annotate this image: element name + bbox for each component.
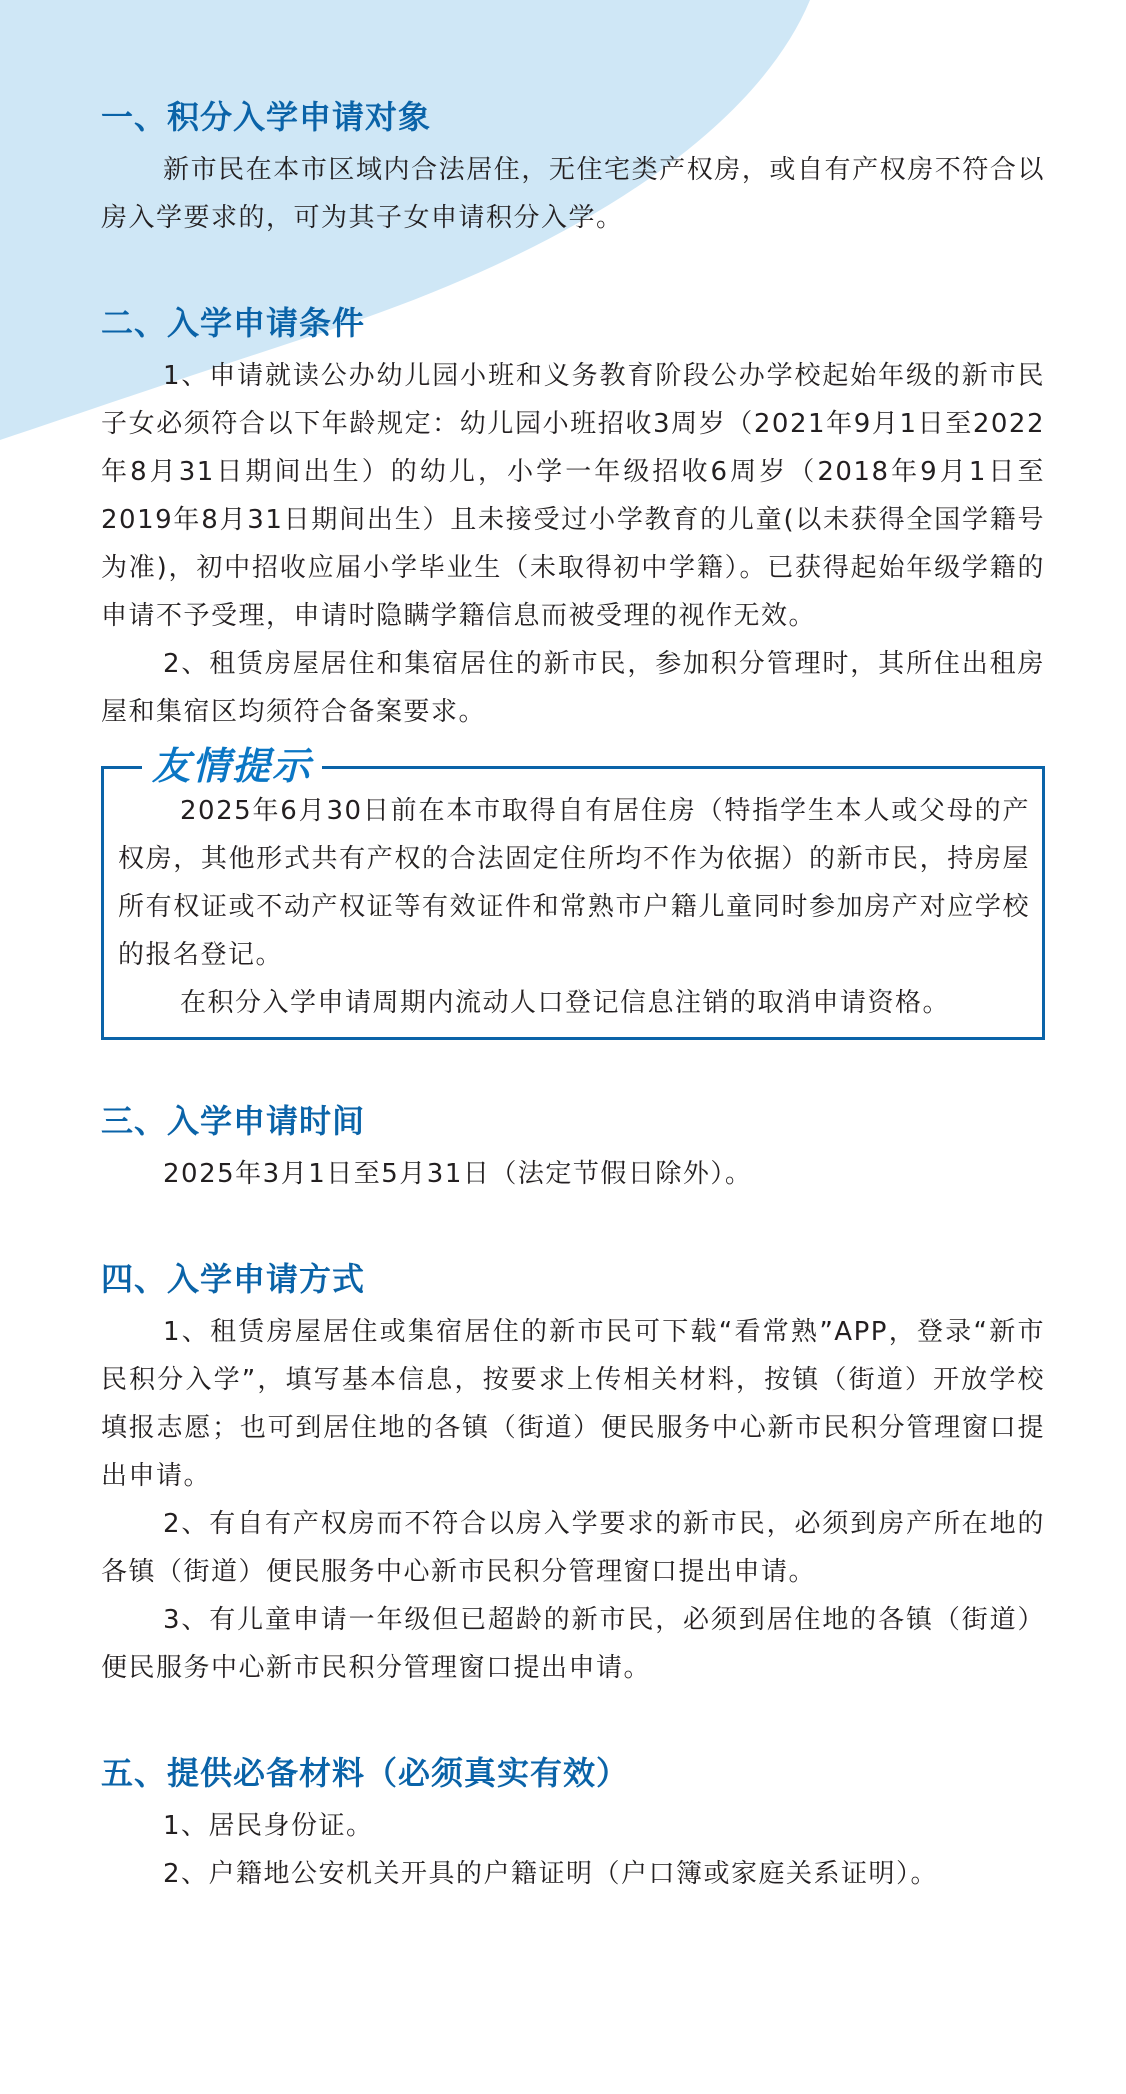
section-application-time (101, 1096, 1045, 1198)
paragraph: 新市民在本市区域内合法居住，无住宅类产权房，或自有产权房不符合以房入学要求的，可为其子女申请积分入学。 (101, 155, 1045, 233)
section-application-method (101, 1254, 1045, 1692)
section-application-target (101, 92, 1045, 242)
reminder-paragraph: 2025年6月30日前在本市取得自有居住房（特指学生本人或父母的产权房，其他形式共有产权的合法固定住所均不作为依据）的新市民，持房屋所有权证或不动产权证等有效证件和常熟市户籍儿童同时参加房产对应学校的报名登记。 (118, 796, 1030, 970)
paragraph: 2025年3月1日至5月31日（法定节假日除外）。 (163, 1159, 753, 1189)
paragraph: 2、户籍地公安机关开具的户籍证明（户口簿或家庭关系证明）。 (163, 1859, 939, 1889)
section-heading: 一、积分入学申请对象 (101, 98, 432, 136)
paragraph: 1、申请就读公办幼儿园小班和义务教育阶段公办学校起始年级的新市民子女必须符合以下年龄规定：幼儿园小班招收3周岁（2021年9月1日至2022年8月31日期间出生）的幼儿，小学一年级招收6周岁（2018年9月1日至2019年8月31日期间出生）且未接受过小学教育的儿童(以未获得全国学籍号为准)，初中招收应届小学毕业生（未取得初中学籍）。已获得起始年级学籍的申请不予受理，申请时隐瞒学籍信息而被受理的视作无效。 (101, 361, 1045, 631)
paragraph: 1、居民身份证。 (163, 1811, 374, 1841)
friendly-reminder-title: 友情提示 (142, 741, 322, 791)
section-application-conditions (101, 298, 1045, 736)
friendly-reminder-box (101, 744, 1045, 1040)
section-heading: 二、入学申请条件 (101, 304, 366, 342)
section-heading: 五、提供必备材料（必须真实有效） (101, 1754, 630, 1792)
paragraph: 1、租赁房屋居住或集宿居住的新市民可下载“看常熟”APP，登录“新市民积分入学”，填写基本信息，按要求上传相关材料，按镇（街道）开放学校填报志愿；也可到居住地的各镇（街道）便民服务中心新市民积分管理窗口提出申请。 (101, 1317, 1045, 1491)
paragraph: 2、租赁房屋居住和集宿居住的新市民，参加积分管理时，其所住出租房屋和集宿区均须符合备案要求。 (101, 649, 1045, 727)
document-body (101, 92, 1045, 1898)
paragraph: 3、有儿童申请一年级但已超龄的新市民，必须到居住地的各镇（街道）便民服务中心新市民积分管理窗口提出申请。 (101, 1605, 1045, 1683)
section-required-materials (101, 1748, 1045, 1898)
paragraph: 2、有自有产权房而不符合以房入学要求的新市民，必须到房产所在地的各镇（街道）便民服务中心新市民积分管理窗口提出申请。 (101, 1509, 1045, 1587)
section-heading: 三、入学申请时间 (101, 1102, 366, 1140)
reminder-paragraph: 在积分入学申请周期内流动人口登记信息注销的取消申请资格。 (180, 988, 951, 1018)
section-heading: 四、入学申请方式 (101, 1260, 366, 1298)
